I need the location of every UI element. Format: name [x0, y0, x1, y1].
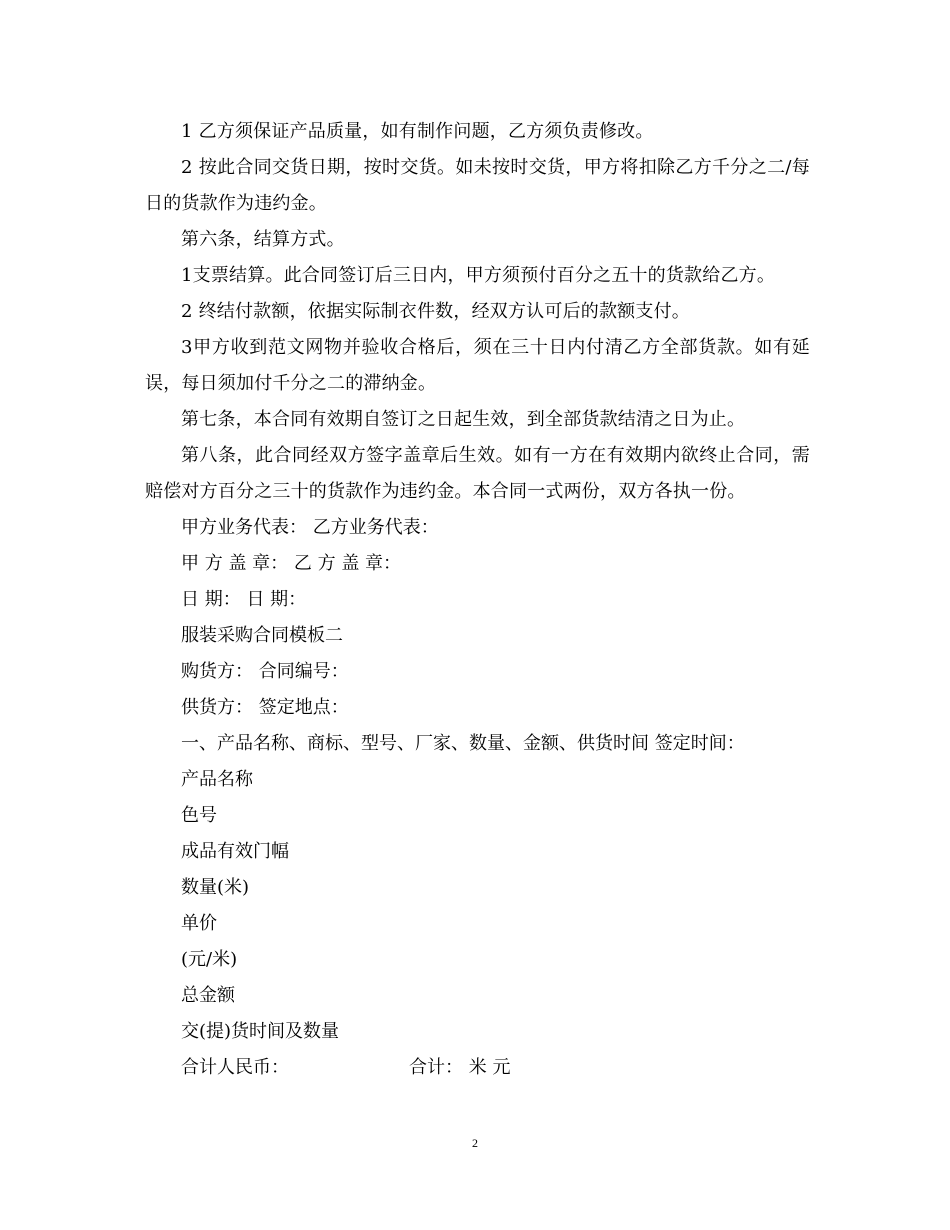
- field-color-number: 色号: [181, 805, 217, 826]
- field-delivery-time: 交(提)货时间及数量: [181, 1021, 340, 1042]
- field-quantity: 数量(米): [181, 877, 250, 898]
- clause-late-fee: 3甲方收到范文网物并验收合格后，须在三十日内付清乙方全部货款。如有延误，每日须加付千分之二的滞纳金。: [145, 337, 810, 394]
- total-sum-label: 合计： 米 元: [409, 1057, 511, 1078]
- buyer-line: 购货方： 合同编号：: [181, 661, 349, 682]
- page-number: 2: [472, 1136, 478, 1150]
- seal-line: 甲 方 盖 章： 乙 方 盖 章：: [181, 553, 402, 574]
- field-unit-price: 单价: [181, 913, 217, 934]
- clause-check-payment: 1支票结算。此合同签订后三日内，甲方须预付百分之五十的货款给乙方。: [181, 265, 776, 286]
- field-width: 成品有效门幅: [181, 841, 289, 862]
- template-title: 服装采购合同模板二: [181, 625, 343, 646]
- total-row: [145, 1050, 810, 1086]
- total-rmb-label: 合计人民币：: [181, 1057, 289, 1078]
- article-six-heading: 第六条，结算方式。: [181, 229, 345, 250]
- representatives-line: 甲方业务代表： 乙方业务代表：: [181, 517, 439, 538]
- field-product-name: 产品名称: [181, 769, 253, 790]
- article-seven: 第七条，本合同有效期自签订之日起生效，到全部货款结清之日为止。: [181, 409, 746, 430]
- supplier-line: 供货方： 签定地点：: [181, 697, 349, 718]
- product-section-heading: 一、产品名称、商标、型号、厂家、数量、金额、供货时间 签定时间：: [181, 733, 745, 754]
- document-body: [145, 114, 810, 1086]
- clause-quality: 1 乙方须保证产品质量，如有制作问题，乙方须负责修改。: [181, 121, 654, 142]
- field-total-amount: 总金额: [181, 985, 235, 1006]
- article-eight: 第八条，此合同经双方签字盖章后生效。如有一方在有效期内欲终止合同，需赔偿对方百分之三十的货款作为违约金。本合同一式两份，双方各执一份。: [145, 445, 810, 502]
- date-line: 日 期： 日 期：: [181, 589, 307, 610]
- clause-delivery: 2 按此合同交货日期，按时交货。如未按时交货，甲方将扣除乙方千分之二/每日的货款作为违约金。: [145, 157, 810, 214]
- field-unit-price-unit: (元/米): [181, 949, 238, 970]
- clause-final-payment: 2 终结付款额，依据实际制衣件数，经双方认可后的款额支付。: [181, 301, 690, 322]
